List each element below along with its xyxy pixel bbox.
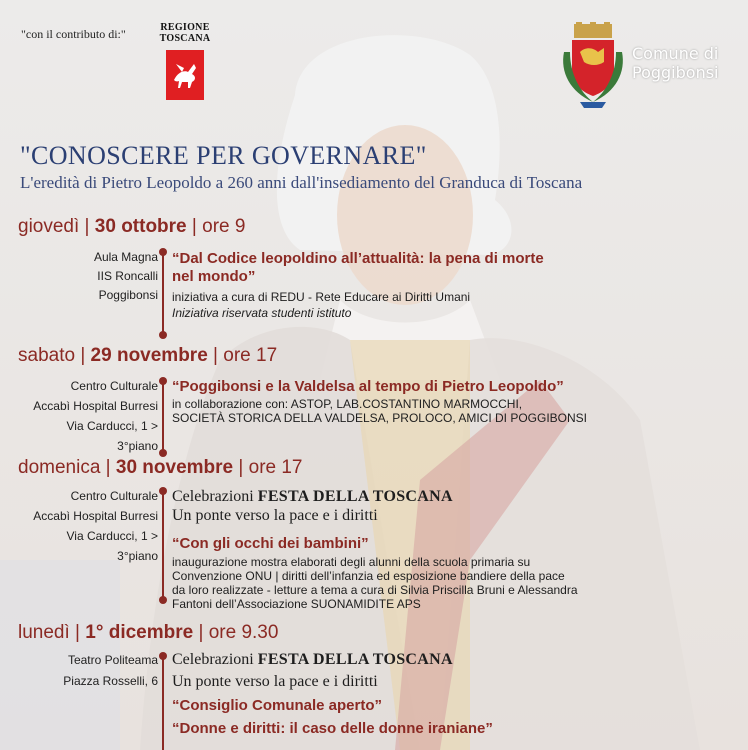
event-3-desc-line1: inaugurazione mostra elaborati degli alunni della scuola primaria su	[172, 555, 531, 569]
event-3-title: “Con gli occhi dei bambini”	[172, 535, 369, 552]
timeline-line	[162, 655, 164, 750]
venue-line: Via Carducci, 1 >	[66, 419, 158, 433]
event-4-celebration-sub: Un ponte verso la pace e i diritti	[172, 673, 378, 690]
event-3-date-heading: domenica | 30 novembre | ore 17	[18, 457, 303, 478]
venue-line: Via Carducci, 1 >	[66, 529, 158, 543]
event-4-venue	[63, 650, 158, 692]
event-2-title: “Poggibonsi e la Valdelsa al tempo di Pietro Leopoldo”	[172, 378, 564, 395]
timeline-dot	[159, 487, 167, 495]
celebration-name: FESTA DELLA TOSCANA	[257, 651, 453, 668]
event-1-title-line2: nel mondo”	[172, 268, 256, 285]
event-3-celebration	[172, 487, 712, 506]
comune-name	[632, 44, 719, 82]
event-4-title2: “Donne e diritti: il caso delle donne iraniane”	[172, 720, 493, 737]
event-3-celebration-sub: Un ponte verso la pace e i diritti	[172, 507, 378, 524]
event-2-date-heading: sabato | 29 novembre | ore 17	[18, 345, 278, 366]
timeline-dot	[159, 248, 167, 256]
event-3-desc-line2: Convenzione ONU | diritti dell’infanzia ed esposizione bandiere della pace	[172, 569, 565, 583]
celebration-name: FESTA DELLA TOSCANA	[257, 488, 453, 505]
event-1-date: 30 ottobre	[94, 216, 187, 237]
timeline-dot	[159, 331, 167, 339]
page-title: "CONOSCERE PER GOVERNARE"	[20, 141, 427, 170]
venue-line: Aula Magna	[93, 250, 158, 264]
event-4-title1: “Consiglio Comunale aperto”	[172, 697, 383, 714]
contribution-note: "con il contributo di:"	[21, 27, 126, 41]
event-1-title-line1: “Dal Codice leopoldino all’attualità: la pena di morte	[172, 250, 544, 267]
event-3-details	[172, 487, 712, 611]
event-2-date: 29 novembre	[90, 345, 208, 366]
event-4-date-heading: lunedì | 1° dicembre | ore 9.30	[18, 622, 279, 643]
region-name-line1: REGIONE	[160, 22, 210, 33]
pegasus-flag-icon	[166, 50, 204, 100]
event-2-collab-line2: SOCIETÀ STORICA DELLA VALDELSA, PROLOCO, AMICI DI POGGIBONSI	[172, 411, 588, 425]
venue-line: Poggibonsi	[98, 288, 158, 302]
regione-toscana-logo	[156, 22, 214, 100]
venue-line: Teatro Politeama	[67, 653, 158, 667]
venue-line: 3°piano	[117, 439, 158, 453]
comune-name-line2: Poggibonsi	[632, 63, 719, 82]
event-3-time: ore 17	[248, 457, 303, 478]
venue-line: IIS Roncalli	[97, 269, 158, 283]
event-1-organizer: iniziativa a cura di REDU - Rete Educare ai Diritti Umani	[172, 290, 471, 304]
event-3-date: 30 novembre	[115, 457, 234, 478]
venue-line: Piazza Rosselli, 6	[63, 674, 158, 688]
event-3-venue	[33, 486, 158, 566]
comune-name-line1: Comune di	[632, 44, 719, 63]
event-1-note: Iniziativa riservata studenti istituto	[172, 306, 352, 320]
celebration-prefix: Celebrazioni	[172, 488, 254, 505]
event-4-time: ore 9.30	[208, 622, 279, 643]
timeline-line	[162, 490, 164, 600]
celebration-prefix: Celebrazioni	[172, 651, 254, 668]
event-1-day: giovedì	[18, 216, 80, 237]
event-2-day: sabato	[18, 345, 76, 366]
event-2-venue	[33, 376, 158, 456]
event-4-day: lunedì	[18, 622, 70, 643]
event-4-celebration	[172, 650, 712, 669]
venue-line: Centro Culturale	[70, 489, 158, 503]
event-1-date-heading: giovedì | 30 ottobre | ore 9	[18, 216, 246, 237]
timeline-line	[162, 380, 164, 454]
comune-poggibonsi-logo	[560, 22, 730, 112]
event-4-details	[172, 650, 712, 738]
timeline-dot	[159, 596, 167, 604]
venue-line: 3°piano	[117, 549, 158, 563]
event-4-date: 1° dicembre	[85, 622, 194, 643]
event-3-desc-line3: da loro realizzate - letture a tema a cura di Silvia Priscilla Bruni e Alessandra	[172, 583, 578, 597]
timeline-dot	[159, 449, 167, 457]
venue-line: Accabì Hospital Burresi	[33, 399, 158, 413]
coat-of-arms-icon	[560, 22, 626, 112]
event-1-details	[172, 250, 712, 320]
event-2-details	[172, 378, 712, 425]
page-subtitle: L'eredità di Pietro Leopoldo a 260 anni dall'insediamento del Granduca di Toscana	[20, 173, 583, 192]
region-name-line2: TOSCANA	[159, 33, 211, 44]
timeline-dot	[159, 652, 167, 660]
event-2-collab-line1: in collaborazione con: ASTOP, LAB.COSTANTINO MARMOCCHI,	[172, 397, 523, 411]
timeline-dot	[159, 377, 167, 385]
venue-line: Accabì Hospital Burresi	[33, 509, 158, 523]
event-1-venue	[94, 248, 158, 305]
event-3-day: domenica	[18, 457, 101, 478]
event-3-desc-line4: Fantoni dell’Associazione SUONAMIDITE APS	[172, 597, 421, 611]
event-2-time: ore 17	[223, 345, 278, 366]
venue-line: Centro Culturale	[70, 379, 158, 393]
timeline-line	[162, 250, 164, 336]
event-1-time: ore 9	[202, 216, 246, 237]
